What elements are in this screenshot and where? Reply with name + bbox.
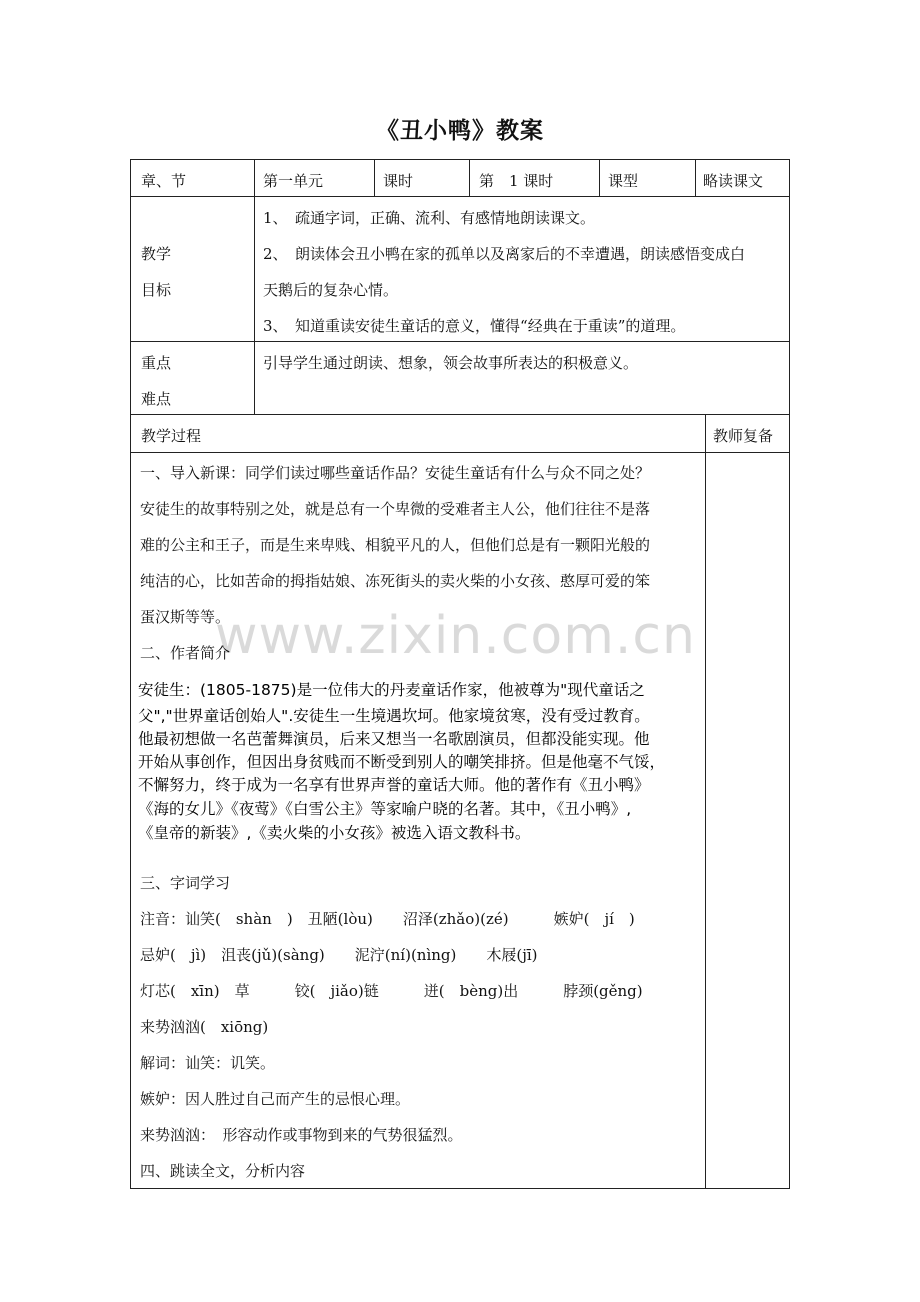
intro-line: 难的公主和王子，而是生来卑贱、相貌平凡的人，但他们总是有一颗阳光般的 xyxy=(140,536,651,554)
words-title: 三、字词学习 xyxy=(140,874,231,892)
key-points-text: 引导学生通过朗读、想象，领会故事所表达的积极意义。 xyxy=(263,354,639,372)
key-points-label-1: 重点 xyxy=(141,354,172,372)
author-line: 《海的女儿》《夜莺》《白雪公主》等家喻户晓的名著。其中，《丑小鸭》, xyxy=(138,800,632,818)
author-line: 不懈努力，终于成为一名享有世界声誉的童话大师。他的著作有《丑小鸭》 xyxy=(138,776,650,794)
author-line: 他最初想做一名芭蕾舞演员，后来又想当一名歌剧演员，但都没能实现。他 xyxy=(138,730,650,748)
read-title: 四、跳读全文，分析内容 xyxy=(140,1162,306,1180)
objective-item: 1、 疏通字词，正确、流利、有感情地朗读课文。 xyxy=(263,209,596,227)
explanation-line: 解词：讪笑：讥笑。 xyxy=(140,1054,276,1072)
author-line: 父","世界童话创始人".安徒生一生境遇坎坷。他家境贫寒，没有受过教育。 xyxy=(138,707,650,725)
chapter-value: 第一单元 xyxy=(263,172,324,190)
watermark: www.zixin.com.cn xyxy=(215,606,696,666)
intro-line: 蛋汉斯等等。 xyxy=(140,608,231,626)
objective-item: 3、 知道重读安徒生童话的意义，懂得“经典在于重读”的道理。 xyxy=(263,317,686,335)
intro-line: 安徒生的故事特别之处，就是总有一个卑微的受难者主人公，他们往往不是落 xyxy=(140,500,651,518)
intro-line: 纯洁的心，比如苦命的拇指姑娘、冻死街头的卖火柴的小女孩、憨厚可爱的笨 xyxy=(140,572,651,590)
author-line: 《皇帝的新装》,《卖火柴的小女孩》被选入语文教科书。 xyxy=(138,824,531,842)
key-points-label-2: 难点 xyxy=(141,390,172,408)
pinyin-line: 忌妒( jì) 沮丧(jǔ)(sàng) 泥泞(ní)(nìng) 木屐(jī) xyxy=(140,946,538,964)
process-label: 教学过程 xyxy=(141,427,202,445)
document-title: 《丑小鸭》教案 xyxy=(376,117,544,144)
pinyin-line: 注音：讪笑( shàn ) 丑陋(lòu) 沼泽(zhǎo)(zé) 嫉妒( jí ) xyxy=(140,910,635,928)
objectives-label-2: 目标 xyxy=(141,281,172,299)
author-line: 安徒生：(1805-1875)是一位伟大的丹麦童话作家，他被尊为"现代童话之 xyxy=(138,681,645,699)
pinyin-line: 灯芯( xīn) 草 铰( jiǎo)链 迸( bèng)出 脖颈(gěng) xyxy=(140,982,643,1000)
period-label: 课时 xyxy=(383,172,414,190)
chapter-label: 章、节 xyxy=(141,172,187,190)
intro-title: 一、导入新课：同学们读过哪些童话作品？安徒生童话有什么与众不同之处？ xyxy=(140,464,651,482)
objectives-label-1: 教学 xyxy=(141,245,172,263)
objective-item: 天鹅后的复杂心情。 xyxy=(263,281,399,299)
explanation-line: 嫉妒：因人胜过自己而产生的忌恨心理。 xyxy=(140,1090,411,1108)
author-line: 开始从事创作，但因出身贫贱而不断受到别人的嘲笑排挤。但是他毫不气馁， xyxy=(138,753,666,771)
type-value: 略读课文 xyxy=(703,172,764,190)
teacher-notes-label: 教师复备 xyxy=(713,427,774,445)
period-value: 第 1 课时 xyxy=(479,172,554,190)
type-label: 课型 xyxy=(608,172,639,190)
author-title: 二、作者简介 xyxy=(140,644,231,662)
objective-item: 2、 朗读体会丑小鸭在家的孤单以及离家后的不幸遭遇，朗读感悟变成白 xyxy=(263,245,746,263)
explanation-line: 来势汹汹： 形容动作或事物到来的气势很猛烈。 xyxy=(140,1126,463,1144)
pinyin-line: 来势汹汹( xiōng) xyxy=(140,1018,269,1036)
